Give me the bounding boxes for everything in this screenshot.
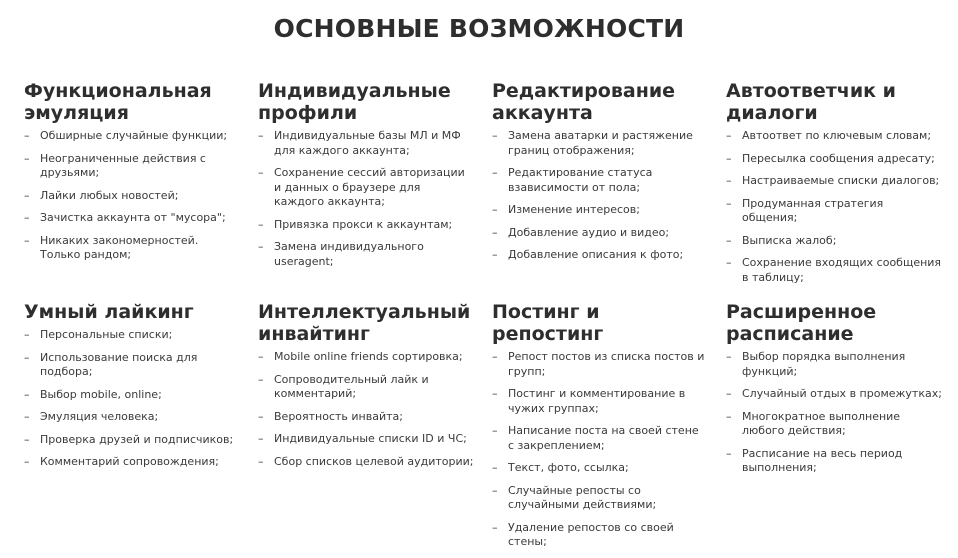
list-item	[258, 240, 474, 269]
feature-block	[726, 80, 942, 293]
bullet-dash: –	[726, 256, 732, 269]
list-item	[24, 410, 240, 425]
list-item	[24, 211, 240, 226]
list-item-text: Mobile online friends сортировка;	[274, 350, 463, 363]
bullet-dash: –	[24, 233, 30, 247]
feature-title: Постинг и репостинг	[492, 301, 604, 345]
list-item-text: Зачистка аккаунта от "мусора";	[40, 211, 226, 224]
list-item	[258, 455, 474, 470]
feature-block	[24, 301, 240, 478]
list-item-text: Автоответ по ключевым словам;	[742, 129, 932, 142]
list-item	[492, 203, 708, 218]
list-item	[726, 129, 942, 144]
list-item	[726, 174, 942, 189]
bullet-dash: –	[24, 151, 30, 165]
list-item-text: Случайный отдых в промежутках;	[742, 387, 942, 400]
bullet-dash: –	[492, 225, 498, 239]
bullet-dash: –	[726, 174, 732, 187]
list-item-text: Привязка прокси к аккаунтам;	[274, 217, 453, 231]
feature-block	[258, 80, 474, 277]
list-item	[24, 129, 240, 144]
feature-list	[24, 328, 240, 470]
feature-title: Функциональная эмуляция	[24, 80, 212, 124]
list-item	[24, 455, 240, 470]
list-item-text: Сбор списков целевой аудитории;	[274, 454, 474, 468]
feature-title: Автоответчик и диалоги	[726, 80, 896, 124]
bullet-dash: –	[258, 217, 264, 231]
list-item-text: Обширные случайные функции;	[40, 129, 228, 142]
list-item-text: Написание поста на своей стене с закреплением;	[508, 424, 699, 452]
list-item-text: Постинг и комментирование в чужих группах;	[508, 387, 686, 415]
list-item-text: Лайки любых новостей;	[40, 188, 179, 202]
list-item	[24, 152, 240, 181]
list-item-text: Сопроводительный лайк и комментарий;	[274, 372, 429, 400]
list-item-text: Выбор порядка выполнения функций;	[742, 350, 906, 378]
list-item-text: Индивидуальные базы МЛ и МФ для каждого аккаунта;	[274, 129, 461, 157]
bullet-dash: –	[24, 410, 30, 423]
bullet-dash: –	[258, 372, 264, 386]
feature-list	[24, 129, 240, 263]
list-item	[726, 410, 942, 439]
bullet-dash: –	[492, 424, 498, 437]
list-item-text: Индивидуальные списки ID и ЧС;	[274, 432, 467, 445]
list-item	[258, 410, 474, 425]
list-item	[492, 484, 708, 513]
bullet-dash: –	[258, 432, 264, 445]
bullet-dash: –	[726, 233, 732, 247]
bullet-dash: –	[726, 446, 732, 460]
bullet-dash: –	[24, 350, 30, 364]
list-item-text: Сохранение входящих сообщения в таблицу;	[742, 256, 942, 284]
list-item-text: Персональные списки;	[40, 328, 173, 341]
bullet-dash: –	[24, 211, 30, 224]
list-item	[258, 373, 474, 402]
list-item-text: Добавление описания к фото;	[508, 248, 684, 261]
feature-list	[258, 350, 474, 469]
bullet-dash: –	[24, 129, 30, 142]
list-item	[492, 226, 708, 241]
list-item	[726, 350, 942, 379]
list-item	[258, 432, 474, 447]
feature-list	[492, 129, 708, 263]
bullet-dash: –	[258, 166, 264, 179]
list-item-text: Проверка друзей и подписчиков;	[40, 432, 234, 446]
feature-block	[726, 301, 942, 484]
list-item	[24, 328, 240, 343]
bullet-dash: –	[492, 129, 498, 142]
list-item	[258, 350, 474, 365]
feature-block	[492, 301, 708, 558]
bullet-dash: –	[258, 240, 264, 253]
feature-list	[726, 350, 942, 476]
feature-list	[492, 350, 708, 550]
feature-list	[726, 129, 942, 285]
list-item-text: Замена индивидуального useragent;	[274, 240, 424, 268]
list-item-text: Расписание на весь период выполнения;	[742, 446, 903, 474]
bullet-dash: –	[492, 203, 498, 216]
list-item	[492, 461, 708, 476]
bullet-dash: –	[492, 350, 498, 363]
list-item	[726, 387, 942, 402]
page-title: ОСНОВНЫЕ ВОЗМОЖНОСТИ	[273, 14, 685, 43]
list-item	[258, 129, 474, 158]
list-item-text: Неограниченные действия с друзьями;	[40, 151, 206, 179]
list-item-text: Изменение интересов;	[508, 203, 640, 216]
feature-title: Интеллектуальный инвайтинг	[258, 301, 471, 345]
bullet-dash: –	[24, 328, 30, 341]
list-item-text: Никаких закономерностей. Только рандом;	[40, 233, 199, 261]
list-item	[492, 166, 708, 195]
list-item	[258, 218, 474, 233]
feature-title: Индивидуальные профили	[258, 80, 451, 124]
list-item	[492, 521, 708, 550]
list-item-text: Случайные репосты со случайными действиями;	[508, 483, 657, 511]
list-item-text: Добавление аудио и видео;	[508, 225, 670, 239]
list-item-text: Репост постов из списка постов и групп;	[508, 350, 705, 378]
bullet-dash: –	[24, 188, 30, 202]
list-item	[726, 447, 942, 476]
bullet-dash: –	[24, 432, 30, 446]
bullet-dash: –	[24, 387, 30, 401]
list-item	[258, 166, 474, 210]
list-item-text: Пересылка сообщения адресату;	[742, 151, 935, 165]
bullet-dash: –	[258, 129, 264, 142]
list-item	[492, 350, 708, 379]
bullet-dash: –	[258, 350, 264, 363]
bullet-dash: –	[726, 129, 732, 142]
list-item-text: Замена аватарки и растяжение границ отображения;	[508, 129, 693, 157]
list-item-text: Использование поиска для подбора;	[40, 350, 198, 378]
bullet-dash: –	[726, 151, 732, 165]
feature-title: Расширенное расписание	[726, 301, 877, 345]
list-item-text: Выбор mobile, online;	[40, 387, 162, 401]
bullet-dash: –	[258, 454, 264, 468]
list-item-text: Комментарий сопровождения;	[40, 455, 219, 468]
bullet-dash: –	[258, 409, 264, 423]
list-item-text: Настраиваемые списки диалогов;	[742, 174, 940, 187]
list-item	[24, 234, 240, 263]
list-item-text: Выписка жалоб;	[742, 233, 837, 247]
list-item-text: Продуманная стратегия общения;	[742, 196, 884, 224]
bullet-dash: –	[492, 166, 498, 179]
bullet-dash: –	[24, 455, 30, 468]
list-item	[24, 351, 240, 380]
feature-list	[258, 129, 474, 269]
bullet-dash: –	[726, 196, 732, 210]
bullet-dash: –	[492, 248, 498, 261]
bullet-dash: –	[492, 387, 498, 400]
bullet-dash: –	[492, 520, 498, 534]
list-item	[726, 234, 942, 249]
feature-title: Умный лайкинг	[24, 301, 194, 323]
list-item-text: Редактирование статуса взависимости от пола;	[508, 166, 653, 194]
list-item	[726, 197, 942, 226]
feature-block	[24, 80, 240, 271]
feature-title: Редактирование аккаунта	[492, 80, 676, 124]
bullet-dash: –	[726, 387, 732, 400]
list-item-text: Вероятность инвайта;	[274, 409, 403, 423]
list-item	[24, 433, 240, 448]
list-item-text: Эмуляция человека;	[40, 410, 159, 423]
list-item	[726, 256, 942, 285]
list-item	[24, 189, 240, 204]
bullet-dash: –	[726, 409, 732, 423]
feature-block	[492, 80, 708, 271]
list-item-text: Текст, фото, ссылка;	[508, 461, 629, 474]
list-item	[492, 129, 708, 158]
bullet-dash: –	[726, 350, 732, 363]
list-item	[492, 248, 708, 263]
list-item-text: Сохранение сессий авторизации и данных о браузере для каждого аккаунта;	[274, 166, 465, 208]
list-item	[24, 388, 240, 403]
list-item-text: Многократное выполнение любого действия;	[742, 409, 901, 437]
list-item	[726, 152, 942, 167]
list-item	[492, 424, 708, 453]
list-item-text: Удаление репостов со своей стены;	[508, 520, 674, 548]
list-item	[492, 387, 708, 416]
bullet-dash: –	[492, 483, 498, 497]
feature-block	[258, 301, 474, 477]
bullet-dash: –	[492, 461, 498, 474]
